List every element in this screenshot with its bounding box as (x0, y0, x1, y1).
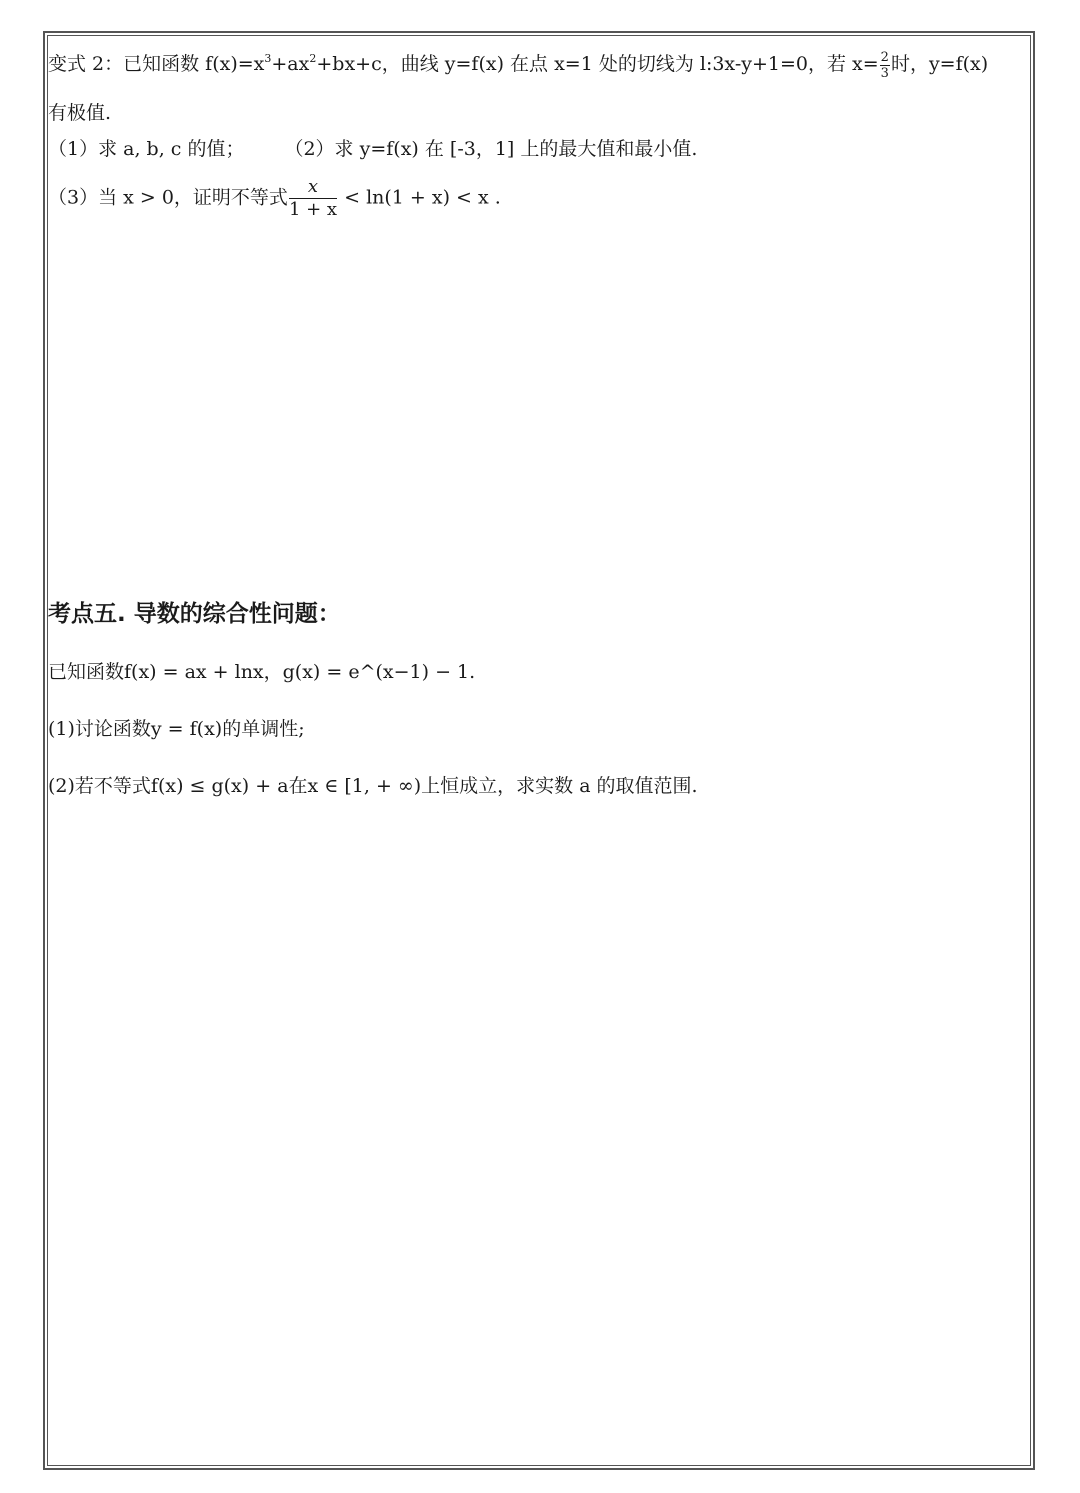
section5-question-2: (2)若不等式f(x) ≤ g(x) + a在x ∈ [1, + ∞)上恒成立，求实数 a 的取值范围. (48, 775, 698, 797)
fraction-numerator: 2 (880, 49, 889, 65)
variant2-part1: （1）求 a, b, c 的值； (48, 138, 245, 160)
variant2-label: 变式 2： (48, 53, 124, 75)
section5-question-1: (1)讨论函数y = f(x)的单调性; (48, 718, 305, 740)
variant2-text-d: 时，y=f(x) (890, 53, 989, 75)
variant2-part3 (48, 178, 501, 219)
fraction-denominator: 1 + x (288, 199, 338, 220)
exponent-2: 2 (309, 52, 317, 65)
variant2-parts-1-2 (48, 136, 697, 162)
variant2-text-a: 已知函数 f(x)=x (123, 53, 265, 75)
variant2-text-b: +ax (271, 53, 310, 75)
variant2-statement (48, 46, 988, 80)
variant2-part3-inequality: < ln(1 + x) < x . (338, 186, 501, 209)
section5-heading: 考点五. 导数的综合性问题： (48, 601, 341, 627)
section5-intro: 已知函数f(x) = ax + lnx，g(x) = e^(x−1) − 1. (48, 661, 476, 683)
fraction-x-over-1-plus-x (289, 178, 337, 219)
variant2-text-c: +bx+c，曲线 y=f(x) 在点 x=1 处的切线为 l:3x-y+1=0，若 x= (316, 53, 879, 75)
fraction-two-thirds (880, 51, 890, 80)
fraction-denominator: 3 (880, 65, 889, 81)
fraction-numerator: x (289, 178, 337, 199)
variant2-part2: （2）求 y=f(x) 在 [-3，1] 上的最大值和最小值. (284, 138, 698, 160)
variant2-tail: 有极值. (48, 102, 112, 124)
exponent-3: 3 (264, 52, 272, 65)
variant2-part3-lead: （3）当 x > 0，证明不等式 (48, 186, 288, 209)
page-border-inner (47, 35, 1031, 1466)
